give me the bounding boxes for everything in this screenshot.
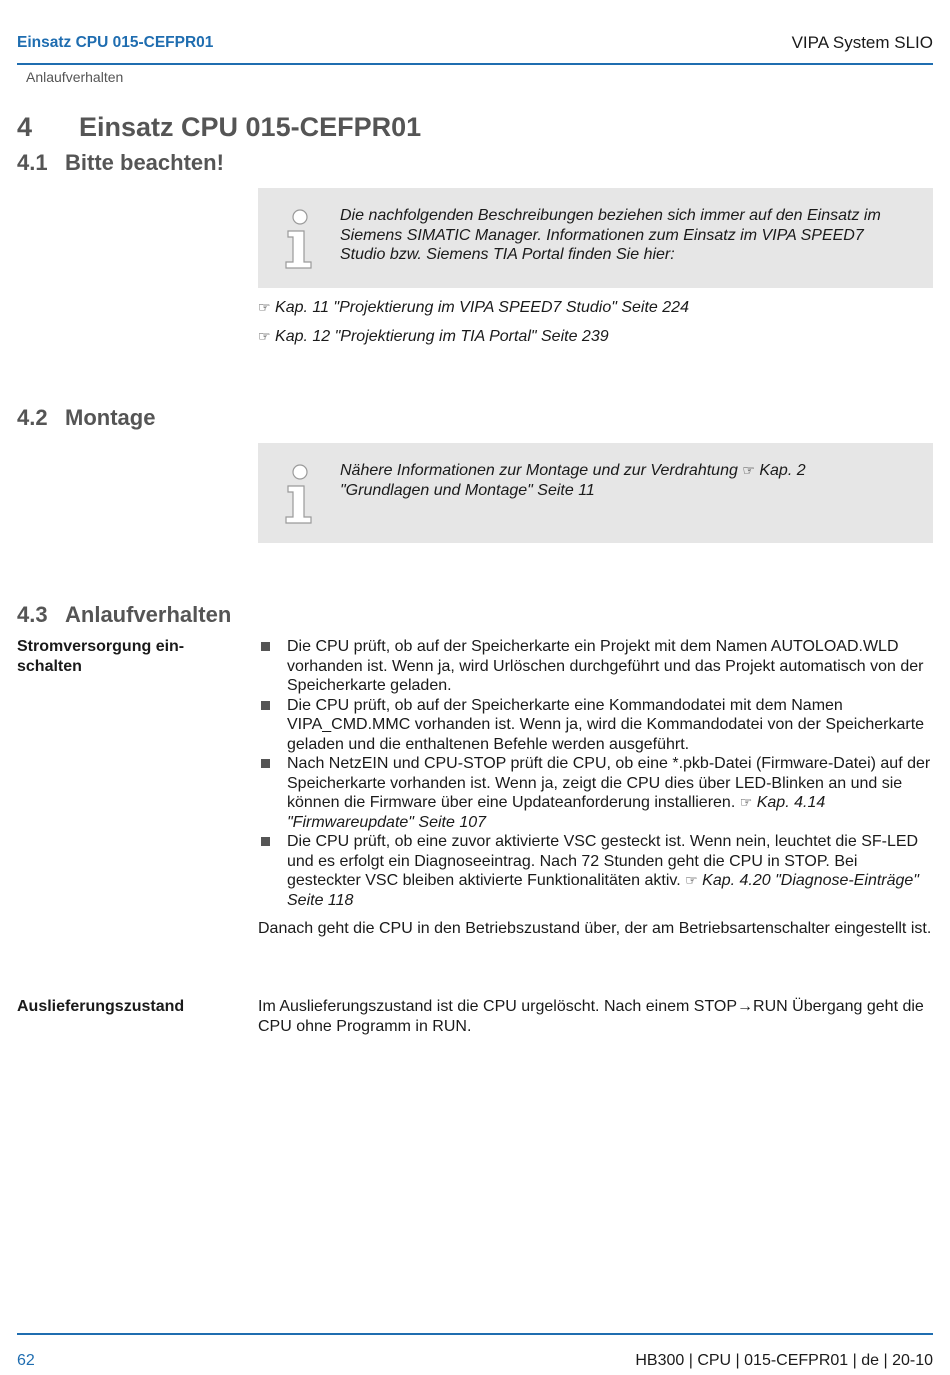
list-item — [258, 754, 933, 832]
list-item-text: Die CPU prüft, ob eine zuvor aktivierte VSC gesteckt ist. Wenn nein, leuchtet die SF-LED und es erfolgt ein Diagnoseeintrag. Nach 72 Stunden geht die CPU in STOP. Bei gesteckter VSC bleiben aktivierte Funktionalitäten aktiv. — [287, 833, 919, 889]
bullet-square-icon — [261, 701, 270, 710]
xref-text: Kap. 11 "Projektierung im VIPA SPEED7 Studio" Seite 224 — [275, 299, 689, 316]
right-arrow-icon: → — [737, 998, 754, 1015]
note-body: Nähere Informationen zur Montage und zur Verdrahtung — [340, 462, 738, 479]
power-on-label — [17, 637, 217, 676]
list-item — [258, 637, 933, 696]
header-divider — [17, 63, 933, 65]
bullet-square-icon — [261, 642, 270, 651]
chapter-number: 4 — [17, 112, 33, 142]
list-item-text: Nach NetzEIN und CPU-STOP prüft die CPU, ob eine *.pkb-Datei (Firmware-Datei) auf der Speicherkarte vorhanden ist. Wenn ja, zeigt die CPU dies über LED-Blinken an und sie können die Firmware über eine Updateanforderung installieren. — [287, 755, 931, 811]
xref-link-tia[interactable] — [258, 328, 609, 346]
after-startup-text: Danach geht die CPU in den Betriebszustand über, der am Betriebsartenschalter eingestellt ist. — [258, 920, 932, 937]
page-number: 62 — [17, 1352, 35, 1369]
power-on-label-line2: schalten — [17, 657, 82, 675]
section-title: Montage — [65, 405, 156, 430]
hand-pointer-icon: ☞ — [742, 462, 755, 478]
xref-link-speed7[interactable] — [258, 299, 689, 317]
startup-bullet-list — [258, 637, 933, 910]
footer-divider — [17, 1333, 933, 1335]
chapter-heading — [17, 112, 421, 143]
section-number: 4.3 — [17, 602, 48, 627]
info-note-4-2 — [258, 443, 933, 543]
section-title: Bitte beachten! — [65, 150, 224, 175]
hand-pointer-icon: ☞ — [685, 872, 698, 888]
xref-text: Kap. 12 "Projektierung im TIA Portal" Seite 239 — [275, 328, 609, 345]
header-chapter-title: Einsatz CPU 015-CEFPR01 — [17, 34, 214, 51]
list-item — [258, 696, 933, 755]
list-item-text: Die CPU prüft, ob auf der Speicherkarte eine Kommandodatei mit dem Namen VIPA_CMD.MMC vorhanden ist. Wenn ja, wird die Kommandodatei von der Speicherkarte geladen und die enthaltenen Befehle werden ausgeführt. — [287, 696, 925, 753]
delivery-state-text — [258, 997, 933, 1036]
note-text: Die nachfolgenden Beschreibungen beziehen sich immer auf den Einsatz im Siemens SIMATIC Manager. Informationen zum Einsatz im VIPA SPEED7 Studio bzw. Siemens TIA Portal finden Sie hier: — [340, 207, 881, 263]
list-item-xref[interactable]: Kap. 4.14 "Firmwareupdate" Seite 107 — [287, 794, 826, 831]
section-4-3-heading — [17, 602, 231, 628]
info-note-4-1 — [258, 188, 933, 288]
delivery-text-part1: Im Auslieferungszustand ist die CPU urgelöscht. Nach einem STOP — [258, 998, 738, 1015]
bullet-square-icon — [261, 837, 270, 846]
chapter-title: Einsatz CPU 015-CEFPR01 — [79, 112, 422, 142]
note-xref[interactable]: Kap. 2 "Grundlagen und Montage" Seite 11 — [340, 462, 806, 499]
info-icon — [282, 463, 318, 525]
section-number: 4.2 — [17, 405, 48, 430]
section-4-2-heading — [17, 405, 155, 431]
hand-pointer-icon: ☞ — [258, 328, 271, 344]
list-item-text: Die CPU prüft, ob auf der Speicherkarte ein Projekt mit dem Namen AUTOLOAD.WLD vorhanden ist. Wenn ja, wird Urlöschen durchgeführt und das Projekt automatisch von der Speicherkarte geladen. — [287, 638, 924, 694]
section-4-1-heading — [17, 150, 224, 176]
section-title: Anlaufverhalten — [65, 602, 232, 627]
hand-pointer-icon: ☞ — [739, 794, 753, 810]
list-item — [258, 832, 933, 910]
hand-pointer-icon: ☞ — [258, 299, 271, 315]
list-item-xref[interactable]: Kap. 4.20 "Diagnose-Einträge" Seite 118 — [287, 872, 919, 909]
delivery-text-part2: RUN Übergang geht die CPU ohne Programm in RUN. — [258, 998, 924, 1035]
bullet-square-icon — [261, 759, 270, 768]
header-product: VIPA System SLIO — [791, 33, 933, 52]
footer-doc-id: HB300 | CPU | 015-CEFPR01 | de | 20-10 — [635, 1352, 933, 1369]
section-number: 4.1 — [17, 150, 48, 175]
note-text — [340, 461, 897, 500]
power-on-label-line1: Stromversorgung ein- — [17, 638, 185, 655]
delivery-state-label: Auslieferungszustand — [17, 998, 185, 1015]
header-section: Anlaufverhalten — [26, 69, 124, 85]
info-icon — [282, 208, 318, 270]
